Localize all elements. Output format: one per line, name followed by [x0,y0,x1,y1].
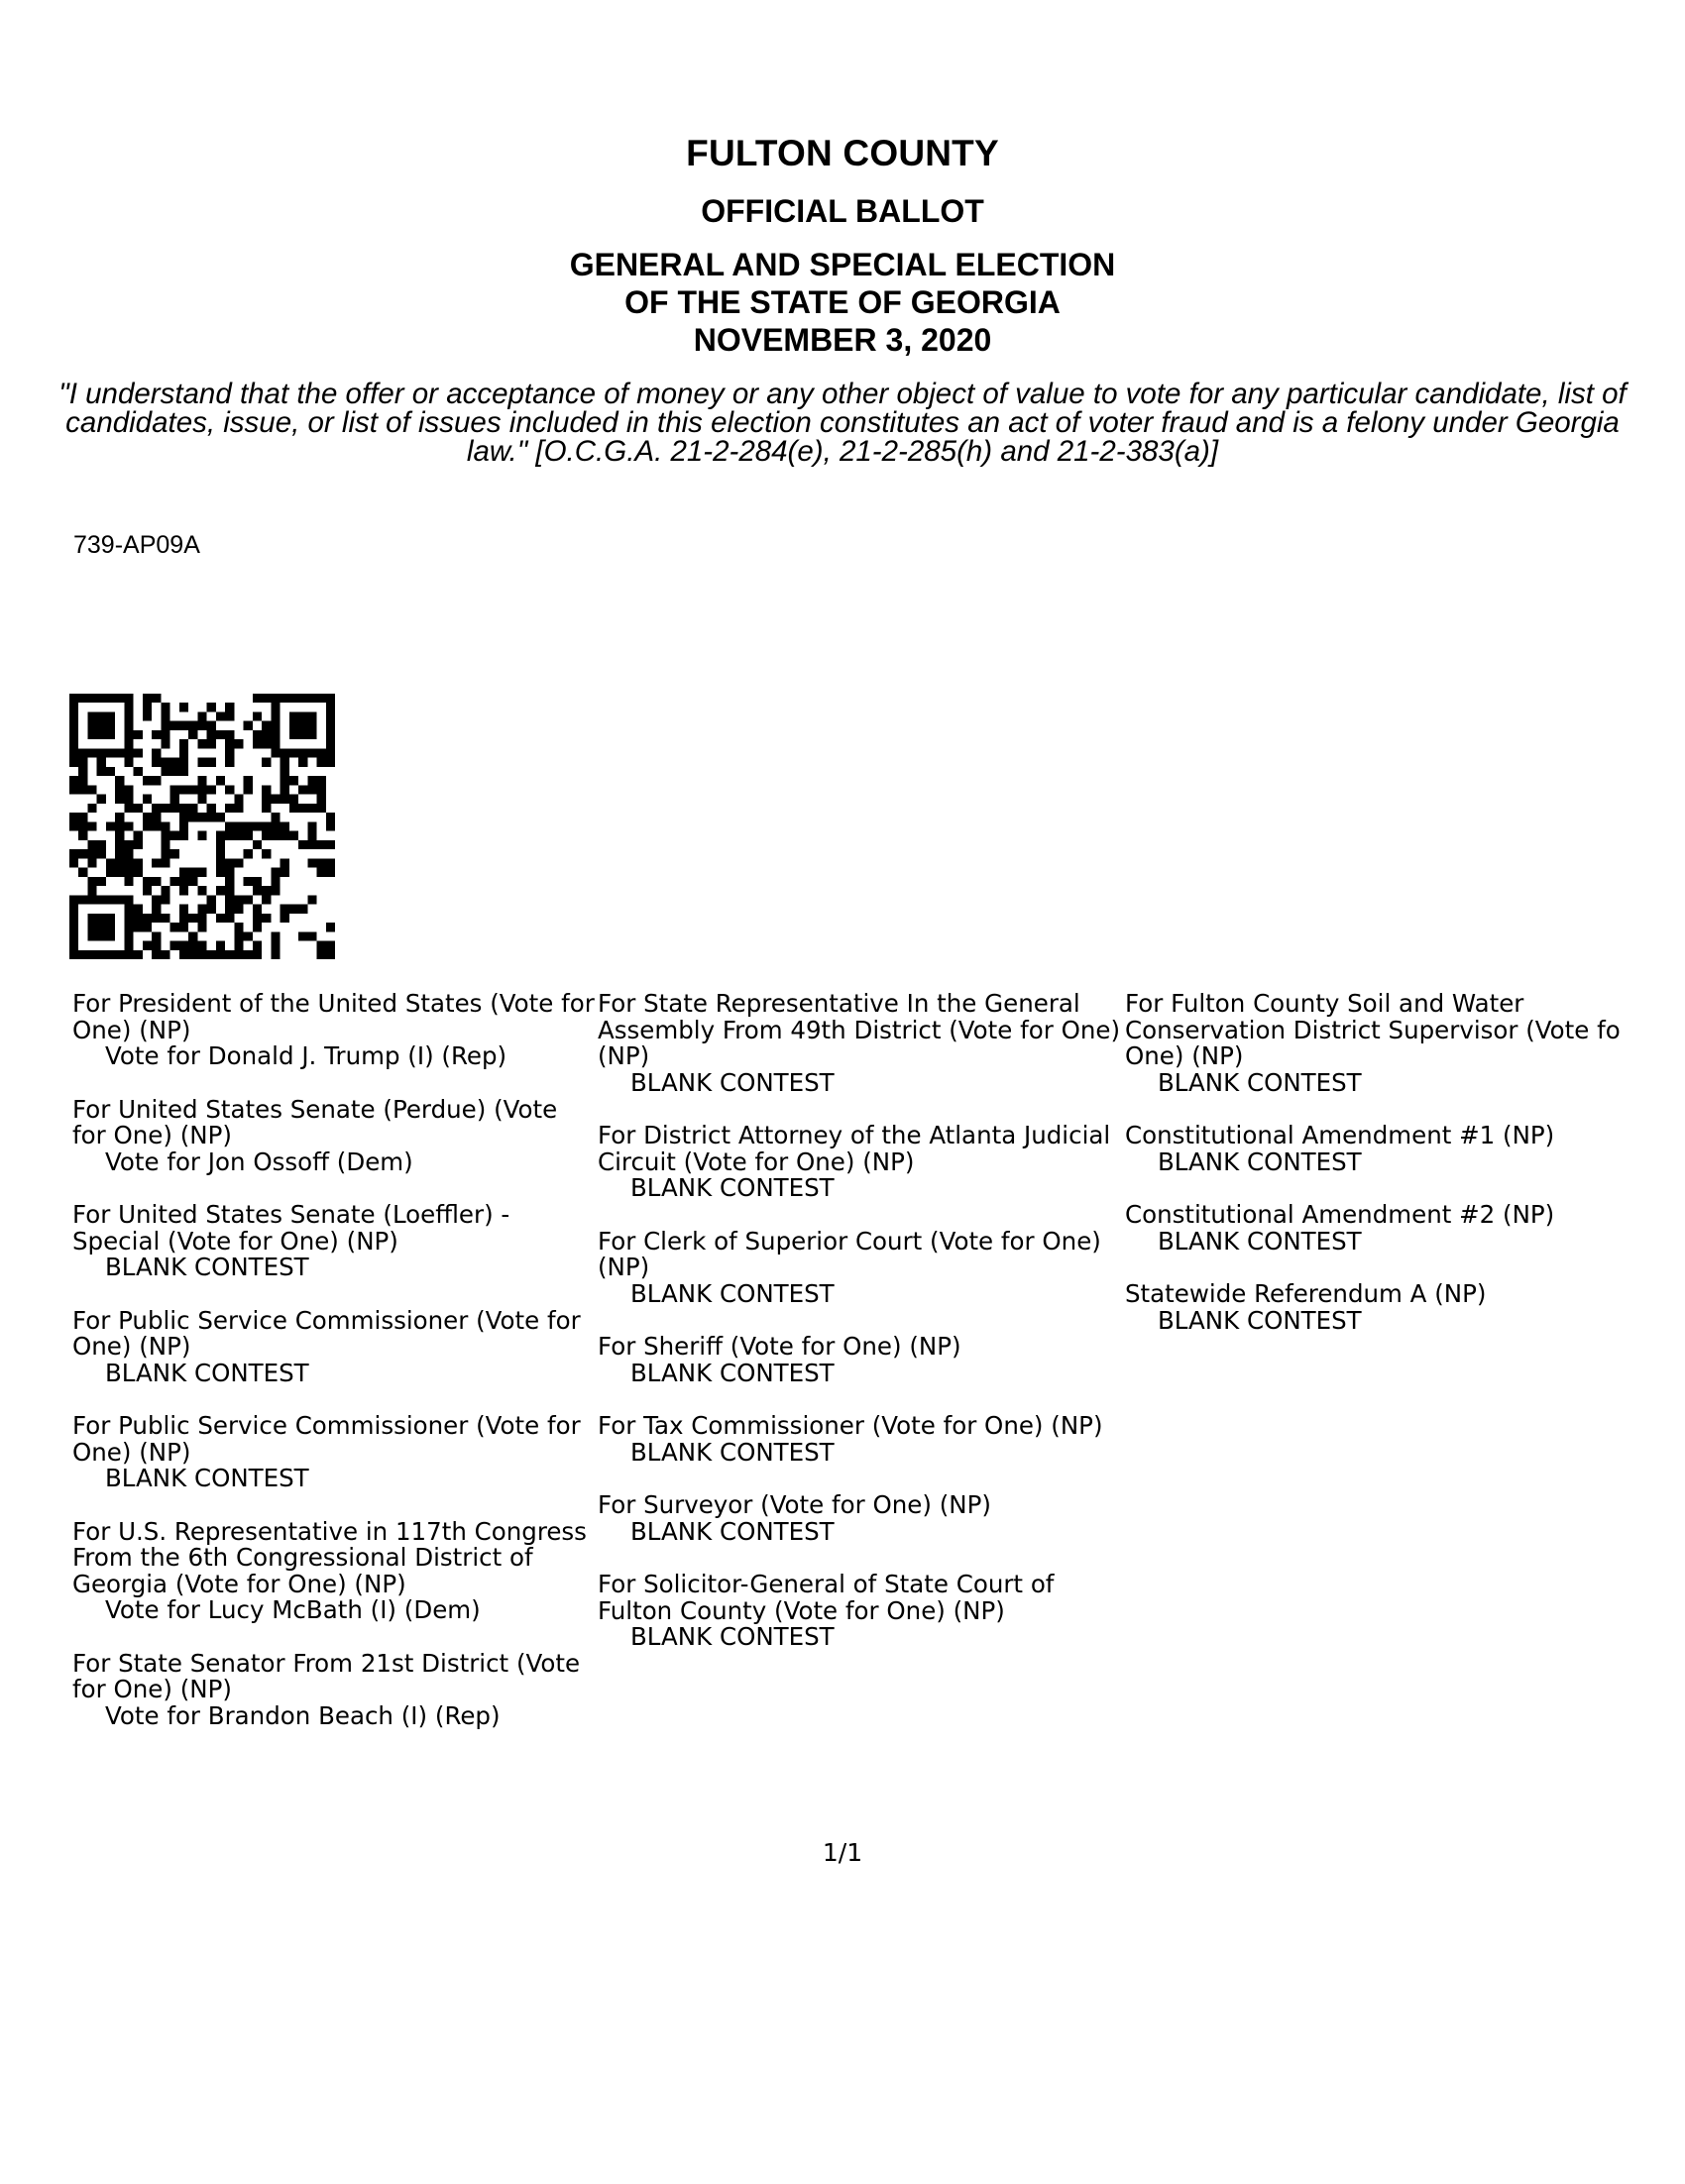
ballot-style-id: 739-AP09A [73,531,200,559]
contest-selection: BLANK CONTEST [1158,1067,1362,1097]
contest-title: For State Senator From 21st District (Vote for One) (NP) [72,1648,581,1703]
contest-selection: BLANK CONTEST [630,1173,835,1202]
election-title-line-2: OF THE STATE OF GEORGIA [624,284,1061,320]
contest-title: Constitutional Amendment #1 (NP) [1125,1121,1555,1149]
contest-selection: BLANK CONTEST [1158,1226,1362,1256]
contest-title-line: For Fulton County Soil and Water [1125,991,1524,1018]
contest-selection: Vote for Jon Ossoff (Dem) [105,1147,413,1176]
contest-column-3 [1125,991,1680,1361]
contest-title: For Sheriff (Vote for One) (NP) [598,1332,961,1361]
ballot-type-title: OFFICIAL BALLOT [701,193,984,229]
contest-title: For United States Senate (Loeffler) - Special (Vote for One) (NP) [72,1200,510,1256]
contest-item [72,1648,598,1730]
contest-item [598,1572,1123,1651]
contest-selection: Vote for Donald J. Trump (I) (Rep) [105,1041,507,1070]
contest-selection: BLANK CONTEST [630,1278,835,1308]
contest-selection: BLANK CONTEST [105,1464,309,1492]
contest-title: For Public Service Commissioner (Vote for One) (NP) [72,1305,581,1361]
contest-selection: BLANK CONTEST [1158,1305,1362,1335]
contest-selection: Vote for Lucy McBath (I) (Dem) [105,1595,481,1624]
election-title-line-1: GENERAL AND SPECIAL ELECTION [569,247,1116,282]
contest-title: For Public Service Commissioner (Vote for One) (NP) [72,1411,581,1467]
contest-item [72,1094,598,1176]
contest-title: For U.S. Representative in 117th Congress From the 6th Congressional District of Georgia (Vote for One) (NP) [72,1516,587,1598]
contest-item [72,1516,598,1624]
voter-oath-statement: "I understand that the offer or acceptance of money or any other object of value to vote for any particular candidate, list of candidates, issue, or list of issues included in this election constitutes an act of voter fraud and is a felony under Georgia law." [O.C.G.A. 21-2-284(e), 21-2-285(h) and 21-2-383(a)] [58,378,1627,468]
contest-title: For United States Senate (Perdue) (Vote for One) (NP) [72,1094,558,1149]
contest-selection: BLANK CONTEST [630,1437,835,1467]
contest-item [72,1202,598,1281]
contest-item [72,1413,598,1492]
page-number: 1/1 [822,1838,863,1867]
contest-title: For District Attorney of the Atlanta Judicial Circuit (Vote for One) (NP) [598,1121,1111,1176]
election-date: NOVEMBER 3, 2020 [693,322,992,358]
contest-item [1125,1281,1680,1334]
contest-item [598,1226,1123,1308]
contest-selection: BLANK CONTEST [630,1067,835,1097]
contest-title: Statewide Referendum A (NP) [1125,1279,1487,1308]
county-title: FULTON COUNTY [686,133,999,173]
contest-title-line: One) (NP) [1125,1041,1244,1070]
contest-column-1 [72,991,598,1756]
contest-title: For President of the United States (Vote for One) (NP) [72,989,595,1044]
contest-title: For State Representative In the General Assembly From 49th District (Vote for One) (NP) [598,989,1121,1070]
contest-selection: BLANK CONTEST [630,1358,835,1387]
contest-title-line: Conservation District Supervisor (Vote fo [1125,1015,1621,1044]
contest-title: For Tax Commissioner (Vote for One) (NP) [598,1411,1103,1440]
contest-item [1125,991,1680,1096]
contest-item [72,991,598,1070]
qr-code-icon [69,694,335,959]
contest-item [598,1123,1123,1202]
contest-item [598,1334,1123,1386]
contest-column-2 [598,991,1123,1678]
contest-selection: BLANK CONTEST [105,1253,309,1281]
contest-selection: Vote for Brandon Beach (I) (Rep) [105,1700,501,1730]
contest-item [598,1413,1123,1466]
contest-selection: BLANK CONTEST [105,1358,309,1387]
contest-title: Constitutional Amendment #2 (NP) [1125,1200,1555,1229]
contest-item [598,1492,1123,1545]
contest-title: For Surveyor (Vote for One) (NP) [598,1490,991,1519]
contest-title: For Clerk of Superior Court (Vote for One) (NP) [598,1226,1101,1281]
contest-selection: BLANK CONTEST [630,1622,835,1651]
contest-selection: BLANK CONTEST [1158,1147,1362,1176]
contest-item [72,1305,598,1387]
contest-item [1125,1123,1680,1175]
contest-title: For Solicitor-General of State Court of Fulton County (Vote for One) (NP) [598,1570,1055,1625]
contest-item [598,991,1123,1096]
contest-item [1125,1202,1680,1255]
contest-selection: BLANK CONTEST [630,1516,835,1546]
